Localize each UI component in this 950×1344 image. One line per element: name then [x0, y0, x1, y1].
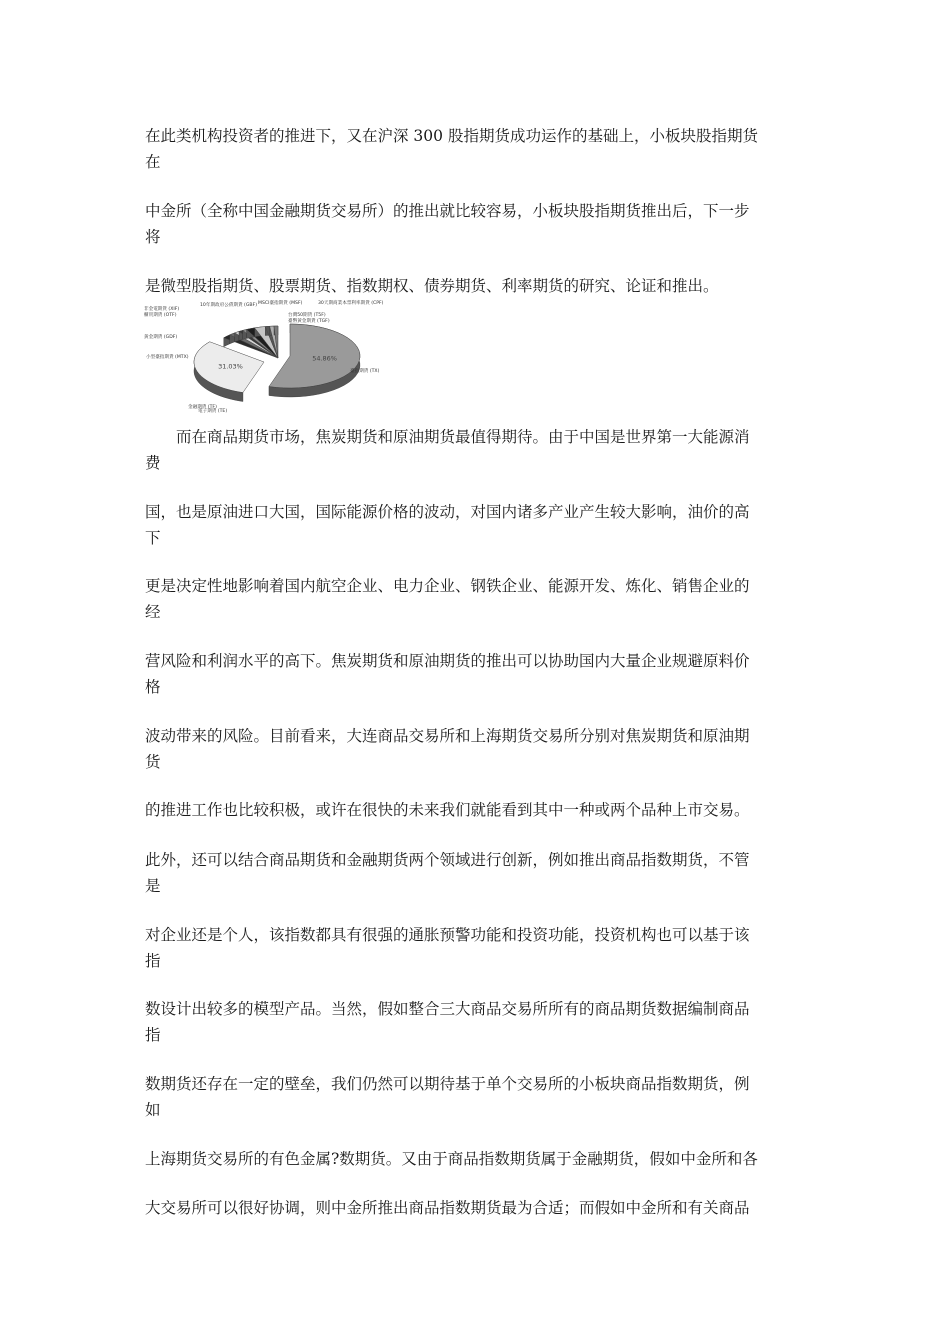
pie-category-label: 臺幣黃金期貨 (TGF)	[288, 319, 330, 324]
paragraph-line: 的推进工作也比较积极，或许在很快的未来我们就能看到其中一种或两个品种上市交易。	[145, 801, 750, 819]
paragraph-line: 更是决定性地影响着国内航空企业、电力企业、钢铁企业、能源开发、炼化、销售企业的	[145, 577, 750, 595]
pie-value-label: 31.03%	[218, 362, 243, 371]
pie-category-label: 電子期貨 (TE)	[198, 409, 228, 414]
paragraph-line: 上海期货交易所的有色金属?数期货。又由于商品指数期货属于金融期货，假如中金所和各	[145, 1150, 758, 1168]
pie-category-label: 櫃買期貨 (OTF)	[144, 313, 177, 318]
pie-category-label: 小型臺指期貨 (MTX)	[146, 355, 189, 360]
paragraph-line: 货	[145, 753, 161, 771]
paragraph-line: 指	[145, 1026, 161, 1044]
paragraph-line: 是	[145, 877, 161, 895]
paragraph-line: 营风险和利润水平的高下。焦炭期货和原油期货的推出可以协助国内大量企业规避原料价	[145, 652, 750, 670]
paragraph-line: 将	[145, 228, 161, 246]
paragraph-line: 在此类机构投资者的推进下，又在沪深 300 股指期货成功运作的基础上，小板块股指期货	[145, 127, 758, 145]
paragraph-line: 费	[145, 454, 161, 472]
pie-category-label: 非金電期貨 (XIF)	[144, 307, 180, 312]
pie-slice	[269, 324, 360, 397]
paragraph-line: 格	[145, 678, 161, 696]
pie-category-label: 台灣50期貨 (T5F)	[288, 313, 326, 318]
paragraph-line: 如	[145, 1101, 161, 1119]
pie-category-label: MSCI臺指期貨 (MSF)	[258, 301, 303, 306]
pie-category-label: 10年期政府公債期貨 (GBF)	[200, 303, 257, 308]
paragraph-line: 对企业还是个人，该指数都具有很强的通胀预警功能和投资功能，投资机构也可以基于该	[145, 926, 750, 944]
pie-category-label: 黃金期貨 (GDF)	[144, 335, 178, 340]
paragraph-line: 是微型股指期货、股票期货、指数期权、债券期货、利率期货的研究、论证和推出。	[145, 277, 719, 295]
paragraph-line: 经	[145, 603, 161, 621]
paragraph-line: 下	[145, 529, 161, 547]
pie-chart	[140, 298, 420, 418]
paragraph-line: 中金所（全称中国金融期货交易所）的推出就比较容易，小板块股指期货推出后，下一步	[145, 202, 750, 220]
pie-category-label: 金融期貨 (TF)	[188, 405, 217, 410]
paragraph-line: 波动带来的风险。目前看来，大连商品交易所和上海期货交易所分别对焦炭期货和原油期	[145, 727, 750, 745]
paragraph-line: 而在商品期货市场，焦炭期货和原油期货最值得期待。由于中国是世界第一大能源消	[145, 428, 750, 446]
paragraph-line: 此外，还可以结合商品期货和金融期货两个领域进行创新，例如推出商品指数期货，不管	[145, 851, 750, 869]
pie-value-label: 54.86%	[312, 354, 337, 363]
pie-category-label: 臺指期貨 (TX)	[350, 369, 380, 374]
paragraph-line: 在	[145, 153, 161, 171]
paragraph-line: 数设计出较多的模型产品。当然，假如整合三大商品交易所所有的商品期货数据编制商品	[145, 1000, 750, 1018]
paragraph-line: 国，也是原油进口大国，国际能源价格的波动，对国内诸多产业产生较大影响，油价的高	[145, 503, 750, 521]
paragraph-line: 数期货还存在一定的壁垒，我们仍然可以期待基于单个交易所的小板块商品指数期货，例	[145, 1075, 750, 1093]
pie-category-label: 30天期商業本票利率期貨 (CPF)	[318, 301, 384, 306]
pie-slice	[194, 342, 264, 402]
paragraph-line: 指	[145, 952, 161, 970]
paragraph-line: 大交易所可以很好协调，则中金所推出商品指数期货最为合适；而假如中金所和有关商品	[145, 1199, 750, 1217]
market-share-pie-figure	[140, 298, 420, 418]
